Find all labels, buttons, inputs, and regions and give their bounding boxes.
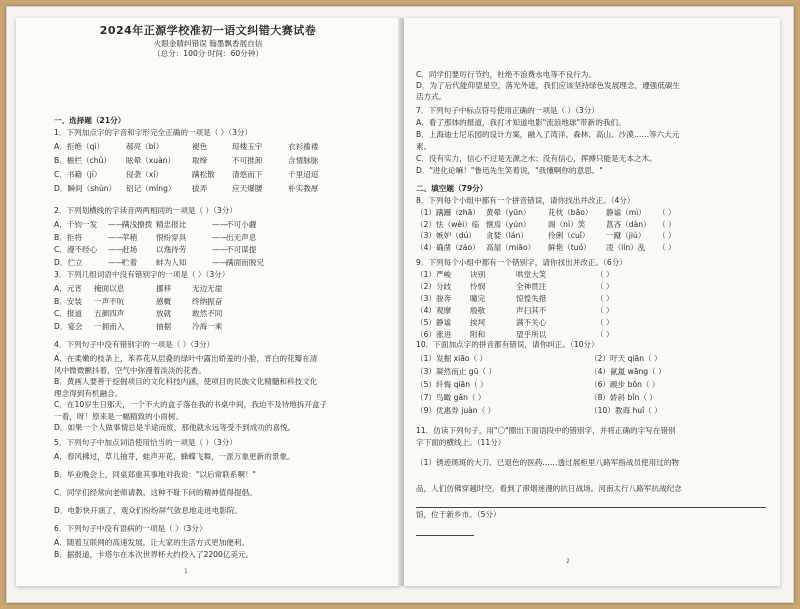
q8-item-cell: 高屋（miāo） — [486, 242, 536, 252]
q10-item-row — [416, 367, 740, 377]
q6-option-cont-line: D．为了后代能仰望星空，落光外遮，我们应该坚持绿色发展理念，遵强低碳生 — [416, 81, 681, 90]
q2-option-cell: 蹒面而脱兄 — [226, 257, 264, 267]
q1-option-cell: 褪色 — [192, 142, 208, 151]
q10-item-cell: （7）鸟瞰 gǎn（ ） — [416, 393, 486, 402]
q8-item-cell: 花枕（bāo） — [548, 208, 593, 217]
q9-item-cell: （3）骏奔 — [416, 294, 452, 303]
q8-item-row — [416, 243, 698, 253]
q1-option-cell: B．檐栏（chǔ） — [54, 156, 111, 165]
q10-item-cell: （8）娇斜 bǐn（ ） — [590, 393, 657, 402]
q11-passage-line: 馆，位于新乡市。（5分） — [416, 510, 501, 519]
section-1-heading: 一、选择题（21分） — [54, 116, 126, 125]
q9-item-row — [416, 318, 646, 328]
q8-item-cell: （2）怯（wèi）临 — [416, 219, 480, 229]
exam-slogan: 火眼金睛纠错误 翰墨飘香展自信 — [153, 38, 263, 48]
q6-option-line: A．随着互联网的高速发展，让大家的生活方式更加便利。 — [54, 538, 250, 547]
q2-option-cell: D．伫立 — [54, 257, 83, 267]
q9-item-cell: 全神贯注 — [516, 282, 547, 291]
q8-item-cell: 贪婪（lán） — [486, 231, 528, 240]
q4-option-line: A．在柔嫩的枝条上，苯荞花从层叠的绿叶中露出娇羞的小脸，宵白的花瓣在清 — [54, 354, 318, 363]
q2-option-cell: 不可谋提 — [226, 245, 257, 254]
q2-option-cell: —— — [108, 232, 124, 242]
q8-item-cell: 黄晕（yūn） — [486, 208, 531, 217]
q1-option-cell: 朴实教厚 — [288, 184, 319, 193]
q9-item-row — [416, 294, 646, 304]
q2-option-cell: A．千钧一发 — [54, 220, 98, 229]
q9-item-cell: （1）严峻 — [416, 270, 452, 279]
q9-item-cell: 怜悯 — [470, 282, 486, 291]
q5-option-line: D．电影快开演了，观众们纷纷屏气敛息地走进电影院。 — [54, 506, 243, 515]
q10-item-row — [416, 406, 740, 416]
q3-option-cell: A．元宵 — [54, 284, 82, 293]
q9-item-cell: 声扫其不 — [516, 306, 547, 315]
q3-option-cell: B．安装 — [54, 296, 82, 306]
page-number-right: 2 — [566, 558, 570, 565]
q4-option-line: C．在10岁生日那天，一个不大的盒子落在我的书桌中间，我迫不及待地拆开盒子 — [54, 400, 328, 409]
q8-item-cell: （ ） — [658, 219, 676, 229]
q1-option-row — [54, 156, 348, 166]
q10-item-cell: （3）凝然而止 gū（ ） — [416, 367, 497, 376]
q2-option-cell: 蚌为人知 — [156, 257, 187, 267]
q3-option-cell: 感概 — [156, 296, 172, 306]
answer-line-1 — [416, 506, 766, 508]
q8-item-cell: 一蹴（jiù） — [606, 231, 646, 240]
q3-option-row — [54, 322, 262, 332]
exam-meta: （总分：100分 时间：60分钟） — [152, 49, 264, 59]
q7-option-line: D．"进化论嘛！"鲁迅先生笑着说，"我懂啊你的意思。" — [416, 166, 603, 175]
q9-item-cell: （2）分歧 — [416, 282, 452, 291]
q9-item-cell: （ ） — [596, 282, 614, 291]
q9-item-cell: （4）观摩 — [416, 306, 452, 315]
q9-item-row — [416, 270, 646, 280]
q3-option-cell: 五颜四声 — [94, 309, 125, 318]
q1-option-cell: 蹒松散 — [192, 170, 215, 179]
q7-option-line: 素。 — [416, 142, 432, 151]
q8-item-cell: （1）蹒跚（zhā） — [416, 208, 480, 217]
q1-option-cell: 含情脉脉 — [288, 156, 319, 165]
q9-item-cell: 殷敬 — [470, 306, 486, 315]
q9-item-cell: 哄堂大笑 — [516, 270, 547, 279]
q1-option-cell: 千里迢迢 — [288, 170, 319, 179]
q9-item-cell: 惊惶失措 — [516, 294, 547, 303]
q7-option-line: B．上海迪士尼乐园的设计方案，融入了湾洋、森林、高山、沙漠……等六大元 — [416, 130, 680, 139]
q2-option-cell: 赶场 — [122, 245, 138, 254]
q4-option-line: D．如果一个人做事情总是半途而废，那他就永远等受不到成功的喜悦。 — [54, 423, 296, 432]
q9-item-cell: （ ） — [596, 306, 614, 315]
q1-option-cell: 眩晕（xuàn） — [126, 156, 176, 165]
q11-passage-line: （1）锈迹斑斑的大刀、已退色的医药……透过展柜里八路军指战员使用过的物 — [416, 458, 680, 467]
q9-item-row — [416, 282, 646, 292]
q2-option-cell: 精忠报比 — [156, 220, 187, 229]
q3-option-row — [54, 297, 262, 307]
q3-option-cell: 一拥而入 — [94, 321, 125, 331]
q3-option-cell: 无边无崖 — [192, 284, 223, 293]
question-5: 5．下列句子中加点词语使用恰当的一项是（ ）（3分） — [54, 438, 237, 447]
q8-item-cell: （ ） — [658, 231, 676, 240]
q2-option-cell: 不可小觑 — [226, 220, 257, 229]
q3-option-cell: 放就 — [156, 309, 172, 318]
q9-item-cell: 诀别 — [470, 270, 486, 279]
q3-option-cell: 冷海一乘 — [192, 321, 223, 331]
q8-item-cell: 阁（nì）笑 — [548, 219, 586, 229]
q9-item-cell: （ ） — [596, 270, 614, 279]
q1-option-cell: 取缔 — [192, 156, 208, 165]
q9-item-cell: 望乎所以 — [516, 330, 547, 339]
q8-item-row — [416, 231, 698, 241]
q2-option-cell: —— — [108, 257, 124, 267]
q3-option-cell: 挪移 — [156, 284, 172, 293]
question-1: 1．下列加点字的字音和字形完全正确的一项是（ ）（3分） — [54, 128, 253, 137]
q8-item-cell: （ ） — [658, 242, 676, 252]
q6-option-cont-line: 活方式。 — [416, 92, 447, 101]
q8-item-row — [416, 208, 698, 218]
question-8: 8．下列每个小组中都有一个拼音错误，请你找出并改正。（4分） — [416, 196, 635, 205]
q10-item-cell: （1）发掘 xiāo（ ） — [416, 354, 488, 363]
q2-option-cell: —— — [212, 232, 228, 242]
question-4: 4．下列句子中没有错别字的一项是（ ）（3分） — [54, 340, 215, 349]
q10-item-cell: （5）纤悔 qiān（ ） — [416, 380, 488, 389]
q2-option-cell: —— — [212, 220, 228, 229]
q2-option-cell: 苹稍 — [122, 232, 138, 242]
q10-item-cell: （2）吁天 qiān（ ） — [590, 354, 662, 363]
q9-item-cell: 满不关心 — [516, 318, 547, 327]
q10-item-row — [416, 380, 740, 390]
q1-option-cell: D．瞬间（shùn） — [54, 184, 117, 193]
q2-option-cell: C．漫不经心 — [54, 245, 98, 254]
q9-item-cell: 附和 — [470, 330, 486, 339]
q9-item-cell: （5）静谧 — [416, 318, 452, 327]
q2-option-cell: B．拒将 — [54, 232, 82, 242]
q11-passage-line: 品，人们仿佛穿越时空，看到了滞烟迷漫的抗日战场。河南太行八路军抗战纪念 — [416, 484, 682, 493]
question-3: 3．下列几组词语中没有错别字的一项是（ ）（3分） — [54, 270, 230, 279]
q1-option-cell: 铝记（míng） — [126, 184, 176, 193]
q3-option-cell: 终纳振奋 — [192, 296, 223, 306]
q4-option-line: 理念得到有机融合。 — [54, 388, 123, 398]
q5-option-line: A．春风拂过，草儿抽芽，蛙声开花，蜂蝶飞舞，一派万象更新的景象。 — [54, 452, 295, 461]
q2-option-row — [54, 245, 286, 255]
q1-option-cell: 不可推卸 — [232, 156, 263, 165]
q5-option-line: B．毕业晚会上，同桌郑重其事地对我说："以后常联系啊！" — [54, 470, 257, 479]
q1-option-cell: 郝亮（bì） — [126, 142, 164, 151]
q2-option-row — [54, 233, 286, 243]
q8-item-cell: （4）确凿（záo） — [416, 242, 480, 252]
q1-option-cell: A．拒绝（qì） — [54, 142, 105, 151]
q1-option-cell: 侵袭（xí） — [126, 170, 163, 179]
q3-option-row — [54, 309, 262, 319]
q9-item-cell: （ ） — [596, 330, 614, 339]
q11-head-line: 11．仿读下列句子，用"〇"圈出下面语段中的错别字，并将正确的字写在错别 — [416, 426, 676, 435]
q1-option-cell: 拔弄 — [192, 184, 208, 193]
q9-item-row — [416, 330, 646, 340]
q7-option-line: A．看了那体的报道，我打才知道电影"流浪地球"带新的我们。 — [416, 118, 626, 127]
q9-item-cell: （6）涨进 — [416, 330, 452, 339]
q2-option-cell: 贮着 — [122, 257, 138, 267]
q2-option-cell: 蹒浅撩拨 — [122, 220, 153, 229]
q1-option-cell: 应天爆腰 — [232, 184, 263, 193]
q8-item-cell: （3）嫉妒（dú） — [416, 231, 477, 240]
exam-page-right — [404, 18, 780, 586]
q5-option-line: C．同学们经常向老师请教，这种不耻下问的精神值得提倡。 — [54, 488, 257, 497]
q3-option-cell: 一声不吭 — [94, 296, 125, 306]
q1-option-row — [54, 184, 348, 194]
q9-item-cell: 瞳完 — [470, 294, 486, 303]
section-2-heading: 二、填空题（79分） — [416, 184, 488, 193]
q2-option-cell: 以逸待劳 — [156, 245, 187, 254]
q3-option-cell: D．宴会 — [54, 321, 83, 331]
q2-option-cell: 出无声息 — [226, 232, 257, 242]
q8-item-cell: 鲜艳（tuó） — [548, 242, 591, 252]
q10-item-row — [416, 354, 740, 364]
q1-option-row — [54, 170, 348, 180]
q10-item-cell: （6）踱步 bōn（ ） — [590, 380, 660, 389]
q10-item-cell: （4）氤氲 wāng（ ） — [590, 367, 666, 376]
exam-title: 2024年正源学校准初一语文纠错大赛试卷 — [99, 24, 317, 37]
q3-option-cell: 敢然不同 — [192, 309, 223, 318]
q10-item-cell: （9）优惠券 juàn（ ） — [416, 406, 496, 415]
q2-option-row — [54, 258, 286, 268]
q10-item-row — [416, 393, 740, 403]
question-10: 10．下面加点字的拼音都有错误，请你纠正。（10分） — [416, 340, 599, 349]
question-2: 2．下列划横线的字读音两两相同的一项是（ ）（3分） — [54, 206, 237, 215]
q4-option-line: 一看，呀！原来是一幅精致的小雨树。 — [54, 411, 184, 421]
q8-item-cell: 惬焉（yún） — [486, 219, 531, 229]
q8-item-cell: 伶俐（cuǐ） — [548, 231, 590, 240]
q9-item-cell: （ ） — [596, 318, 614, 327]
q11-head-line: 字下面的横线上。（11分） — [416, 438, 506, 447]
q2-option-cell: —— — [108, 220, 124, 229]
q2-option-row — [54, 220, 286, 230]
question-7: 7．下列句子中标点符号使用正确的一项是（ ）（3分） — [416, 106, 599, 115]
q9-item-cell: 挨坷 — [470, 318, 486, 327]
exam-page-left — [16, 18, 400, 586]
question-9: 9．下列每个小组中都有一个错别字，请你找出并改正。（6分） — [416, 258, 627, 267]
q2-option-cell: —— — [212, 245, 228, 254]
q8-item-cell: （ ） — [658, 208, 676, 217]
q4-option-line: B．黄画人要善于挖掘项目的文化科技内涵，使项目的民族文化精髓和科技文化 — [54, 377, 318, 386]
q3-option-cell: 抽据 — [156, 321, 172, 331]
q1-option-cell: 琼楼玉宇 — [232, 142, 263, 151]
q8-item-cell: 凌（lín）乱 — [606, 242, 646, 252]
q6-option-line: B．据报道，卡塔尔在本次世界杯大约投入了2200亿美元。 — [54, 550, 254, 559]
question-6: 6．下列句子中没有语病的一项是（ ）（3分） — [54, 524, 207, 533]
q1-option-row — [54, 142, 348, 152]
q6-option-cont-line: C．同学们要厉行节约，杜绝不浪费水电等不良行为。 — [416, 70, 596, 79]
q1-option-cell: 衣衫褴褛 — [288, 142, 319, 151]
q2-option-cell: 恨纷穿具 — [156, 232, 187, 242]
q3-option-row — [54, 284, 262, 294]
q2-option-cell: —— — [212, 257, 228, 267]
q4-option-line: 风中微微颤抖着，空气中弥漫着淡淡的花香。 — [54, 365, 206, 375]
q10-item-cell: （10）教诲 huǐ（ ） — [590, 406, 662, 415]
q9-item-row — [416, 306, 646, 316]
q3-option-cell: C．报道 — [54, 309, 83, 318]
q2-option-cell: —— — [108, 245, 124, 254]
q7-option-line: C．没有实力，信心不过是无源之水；没有信心，挥搏只能是无本之木。 — [416, 154, 657, 163]
q8-item-cell: 静谧（mì） — [606, 208, 646, 217]
q1-option-cell: 清悠而下 — [232, 170, 263, 179]
q8-item-cell: 菖吝（dàn） — [606, 219, 651, 229]
page-number-left: 1 — [184, 568, 188, 575]
q3-option-cell: 掩面以息 — [94, 284, 125, 293]
answer-line-2 — [416, 534, 474, 536]
q1-option-cell: C．书籍（jí） — [54, 170, 102, 179]
q9-item-cell: （ ） — [596, 294, 614, 303]
q8-item-row — [416, 220, 698, 230]
